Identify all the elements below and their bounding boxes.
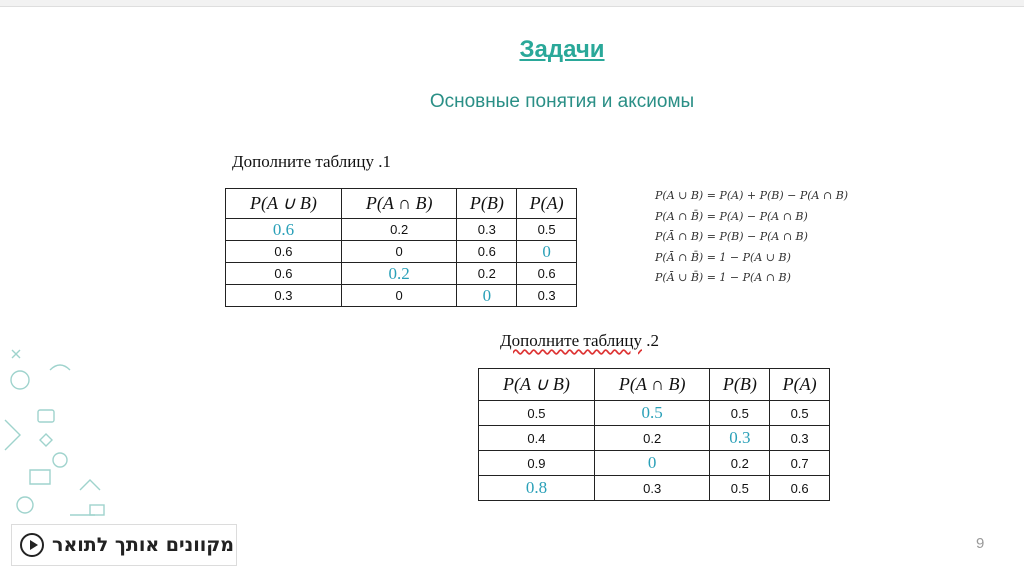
answer-cell: 0.6	[226, 219, 342, 241]
table-cell: 0.6	[457, 241, 517, 263]
formula-line: P(Ā ∪ B̄) = 1 − P(A ∩ B)	[655, 271, 791, 284]
table-header-row	[479, 369, 830, 401]
table-cell: 0.5	[770, 401, 830, 426]
table-cell: 0.9	[479, 451, 595, 476]
task2-caption-word: Дополните таблицу	[500, 331, 642, 350]
brand-logo-text: מקוונים אותך לתואר	[52, 534, 235, 556]
task2-caption	[500, 331, 659, 351]
table-header-cell: P(A)	[517, 189, 577, 219]
table-header-cell: P(A ∩ B)	[594, 369, 710, 401]
table-row	[226, 263, 577, 285]
table-row	[226, 285, 577, 307]
page-number: 9	[976, 535, 985, 552]
answer-cell: 0	[457, 285, 517, 307]
decorative-doodle-pattern	[0, 340, 140, 530]
formula-line: P(A ∪ B) = P(A) + P(B) − P(A ∩ B)	[655, 189, 849, 202]
formula-line: P(Ā ∩ B̄) = 1 − P(A ∪ B)	[655, 250, 791, 264]
table-cell: 0.3	[226, 285, 342, 307]
answer-cell: 0.5	[594, 401, 710, 426]
answer-cell: 0	[594, 451, 710, 476]
table-cell: 0.2	[341, 219, 457, 241]
table-cell: 0.5	[710, 476, 770, 501]
table-row	[479, 476, 830, 501]
table-cell: 0.6	[226, 241, 342, 263]
formula-line: P(Ā ∩ B) = P(B) − P(A ∩ B)	[655, 230, 808, 243]
table-row	[226, 241, 577, 263]
table-header-cell: P(A ∪ B)	[479, 369, 595, 401]
table-cell: 0.3	[457, 219, 517, 241]
formula-line: P(A ∩ B̄) = P(A) − P(A ∩ B)	[655, 209, 808, 223]
table-cell: 0	[341, 241, 457, 263]
table-cell: 0.2	[594, 426, 710, 451]
answer-cell: 0	[517, 241, 577, 263]
table-row	[479, 451, 830, 476]
table-cell: 0.5	[710, 401, 770, 426]
page-subtitle: Основные понятия и аксиомы	[429, 91, 695, 112]
table-cell: 0	[341, 285, 457, 307]
play-circle-icon	[20, 533, 44, 557]
formula-list	[655, 186, 848, 289]
table-cell: 0.3	[770, 426, 830, 451]
table-header-cell: P(A ∩ B)	[341, 189, 457, 219]
table-cell: 0.2	[710, 451, 770, 476]
table-row	[479, 401, 830, 426]
table-cell: 0.5	[517, 219, 577, 241]
task2-caption-number: .2	[641, 331, 659, 350]
table-row	[226, 219, 577, 241]
brand-logo	[11, 524, 237, 566]
task1-caption: Дополните таблицу .1	[232, 152, 391, 171]
table-row	[479, 426, 830, 451]
table-cell: 0.6	[226, 263, 342, 285]
table-cell: 0.4	[479, 426, 595, 451]
table-header-cell: P(A ∪ B)	[226, 189, 342, 219]
answer-cell: 0.3	[710, 426, 770, 451]
table-header-cell: P(B)	[457, 189, 517, 219]
answer-cell: 0.8	[479, 476, 595, 501]
table-cell: 0.7	[770, 451, 830, 476]
table-cell: 0.2	[457, 263, 517, 285]
table-cell: 0.3	[594, 476, 710, 501]
answer-cell: 0.2	[341, 263, 457, 285]
table-header-cell: P(B)	[710, 369, 770, 401]
page-title: Задачи	[519, 36, 605, 63]
table-header-cell: P(A)	[770, 369, 830, 401]
table-cell: 0.3	[517, 285, 577, 307]
table-cell: 0.6	[770, 476, 830, 501]
table-header-row	[226, 189, 577, 219]
table-cell: 0.6	[517, 263, 577, 285]
task2-table	[478, 368, 830, 501]
table-cell: 0.5	[479, 401, 595, 426]
top-border	[0, 0, 1024, 7]
task1-table	[225, 188, 577, 307]
